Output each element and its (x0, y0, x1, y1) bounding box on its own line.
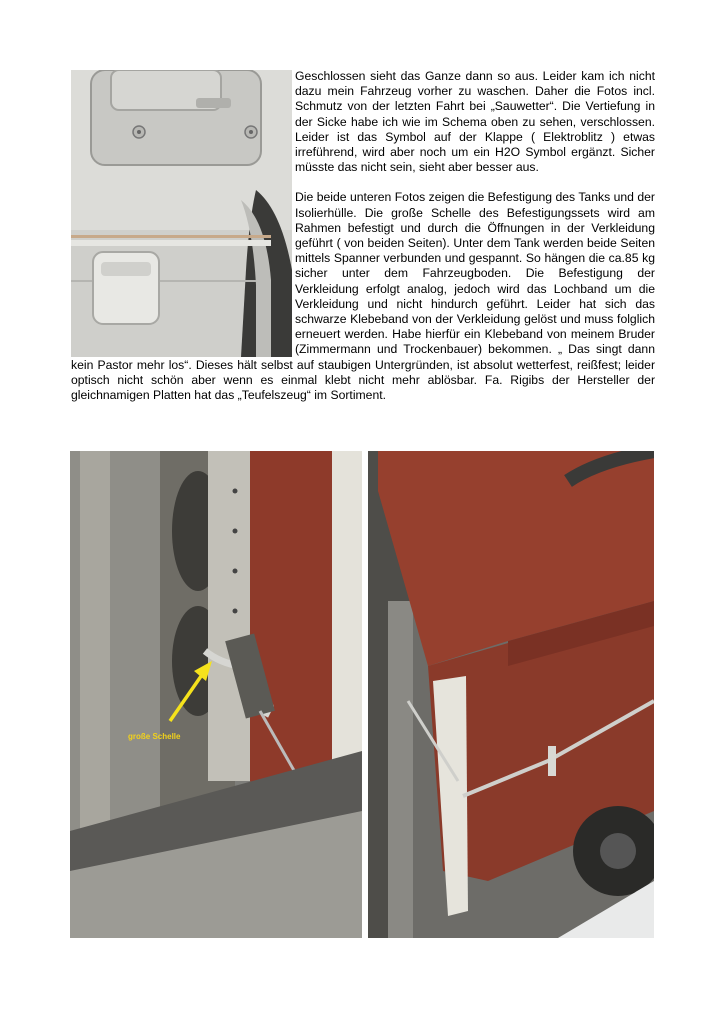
band-illustration (368, 451, 654, 938)
paragraph-1: Geschlossen sieht das Ganze dann so aus. Leider kam ich nicht dazu mein Fahrzeug vorher zu waschen. Daher die Fotos incl. Schmutz von der letzten Fahrt bei „Sauwetter“. Die Vertiefung in der Sicke habe ich wie im Schema oben zu sehen, verschlossen. Leider ist das Symbol auf der Klappe ( Elektroblitz ) etwas irreführend, wird aber noch um ein H2O Symbol ergänzt. Sicher müsste das nicht sein, sieht aber besser aus. (295, 69, 655, 175)
article-text (71, 69, 655, 403)
image-wrap-spacer (71, 69, 295, 357)
paragraph-2: Die beide unteren Fotos zeigen die Befestigung des Tanks und der Isolierhülle. Die große Schelle des Befestigungssets wird am Rahmen befestigt und durch die Öffnungen in der Verkleidung geführt ( von beiden Seiten). Unter dem Tank werden beide Seiten mittels Spanner verbunden und gespannt. So hängen die ca.85 kg sicher unter dem Fahrzeugboden. Die Befestigung der Verkleidung erfolgt analog, jedoch wird das Lochband um die Verkleidung und nicht hindurch geführt. Leider hat sich das schwarze Klebeband von der Verkleidung gelöst und muss folglich erneuert werden. Habe hierfür ein Klebeband von meinem Bruder (Zimmermann und Trockenbauer) bekommen. „ Das singt dann kein Pastor mehr los“. Dieses hält selbst auf staubigen Untergründen, ist absolut wetterfest, reißfest; leider optisch nicht schön aber wenn es einmal klebt nicht mehr ablösbar. Fa. Rigibs der Hersteller der gleichnamigen Platten hat das „Teufelszeug“ im Sortiment. (71, 190, 655, 403)
photo-band (368, 451, 654, 938)
photo-clamp (70, 451, 362, 938)
clamp-caption: große Schelle (128, 732, 181, 741)
clamp-illustration (70, 451, 362, 938)
